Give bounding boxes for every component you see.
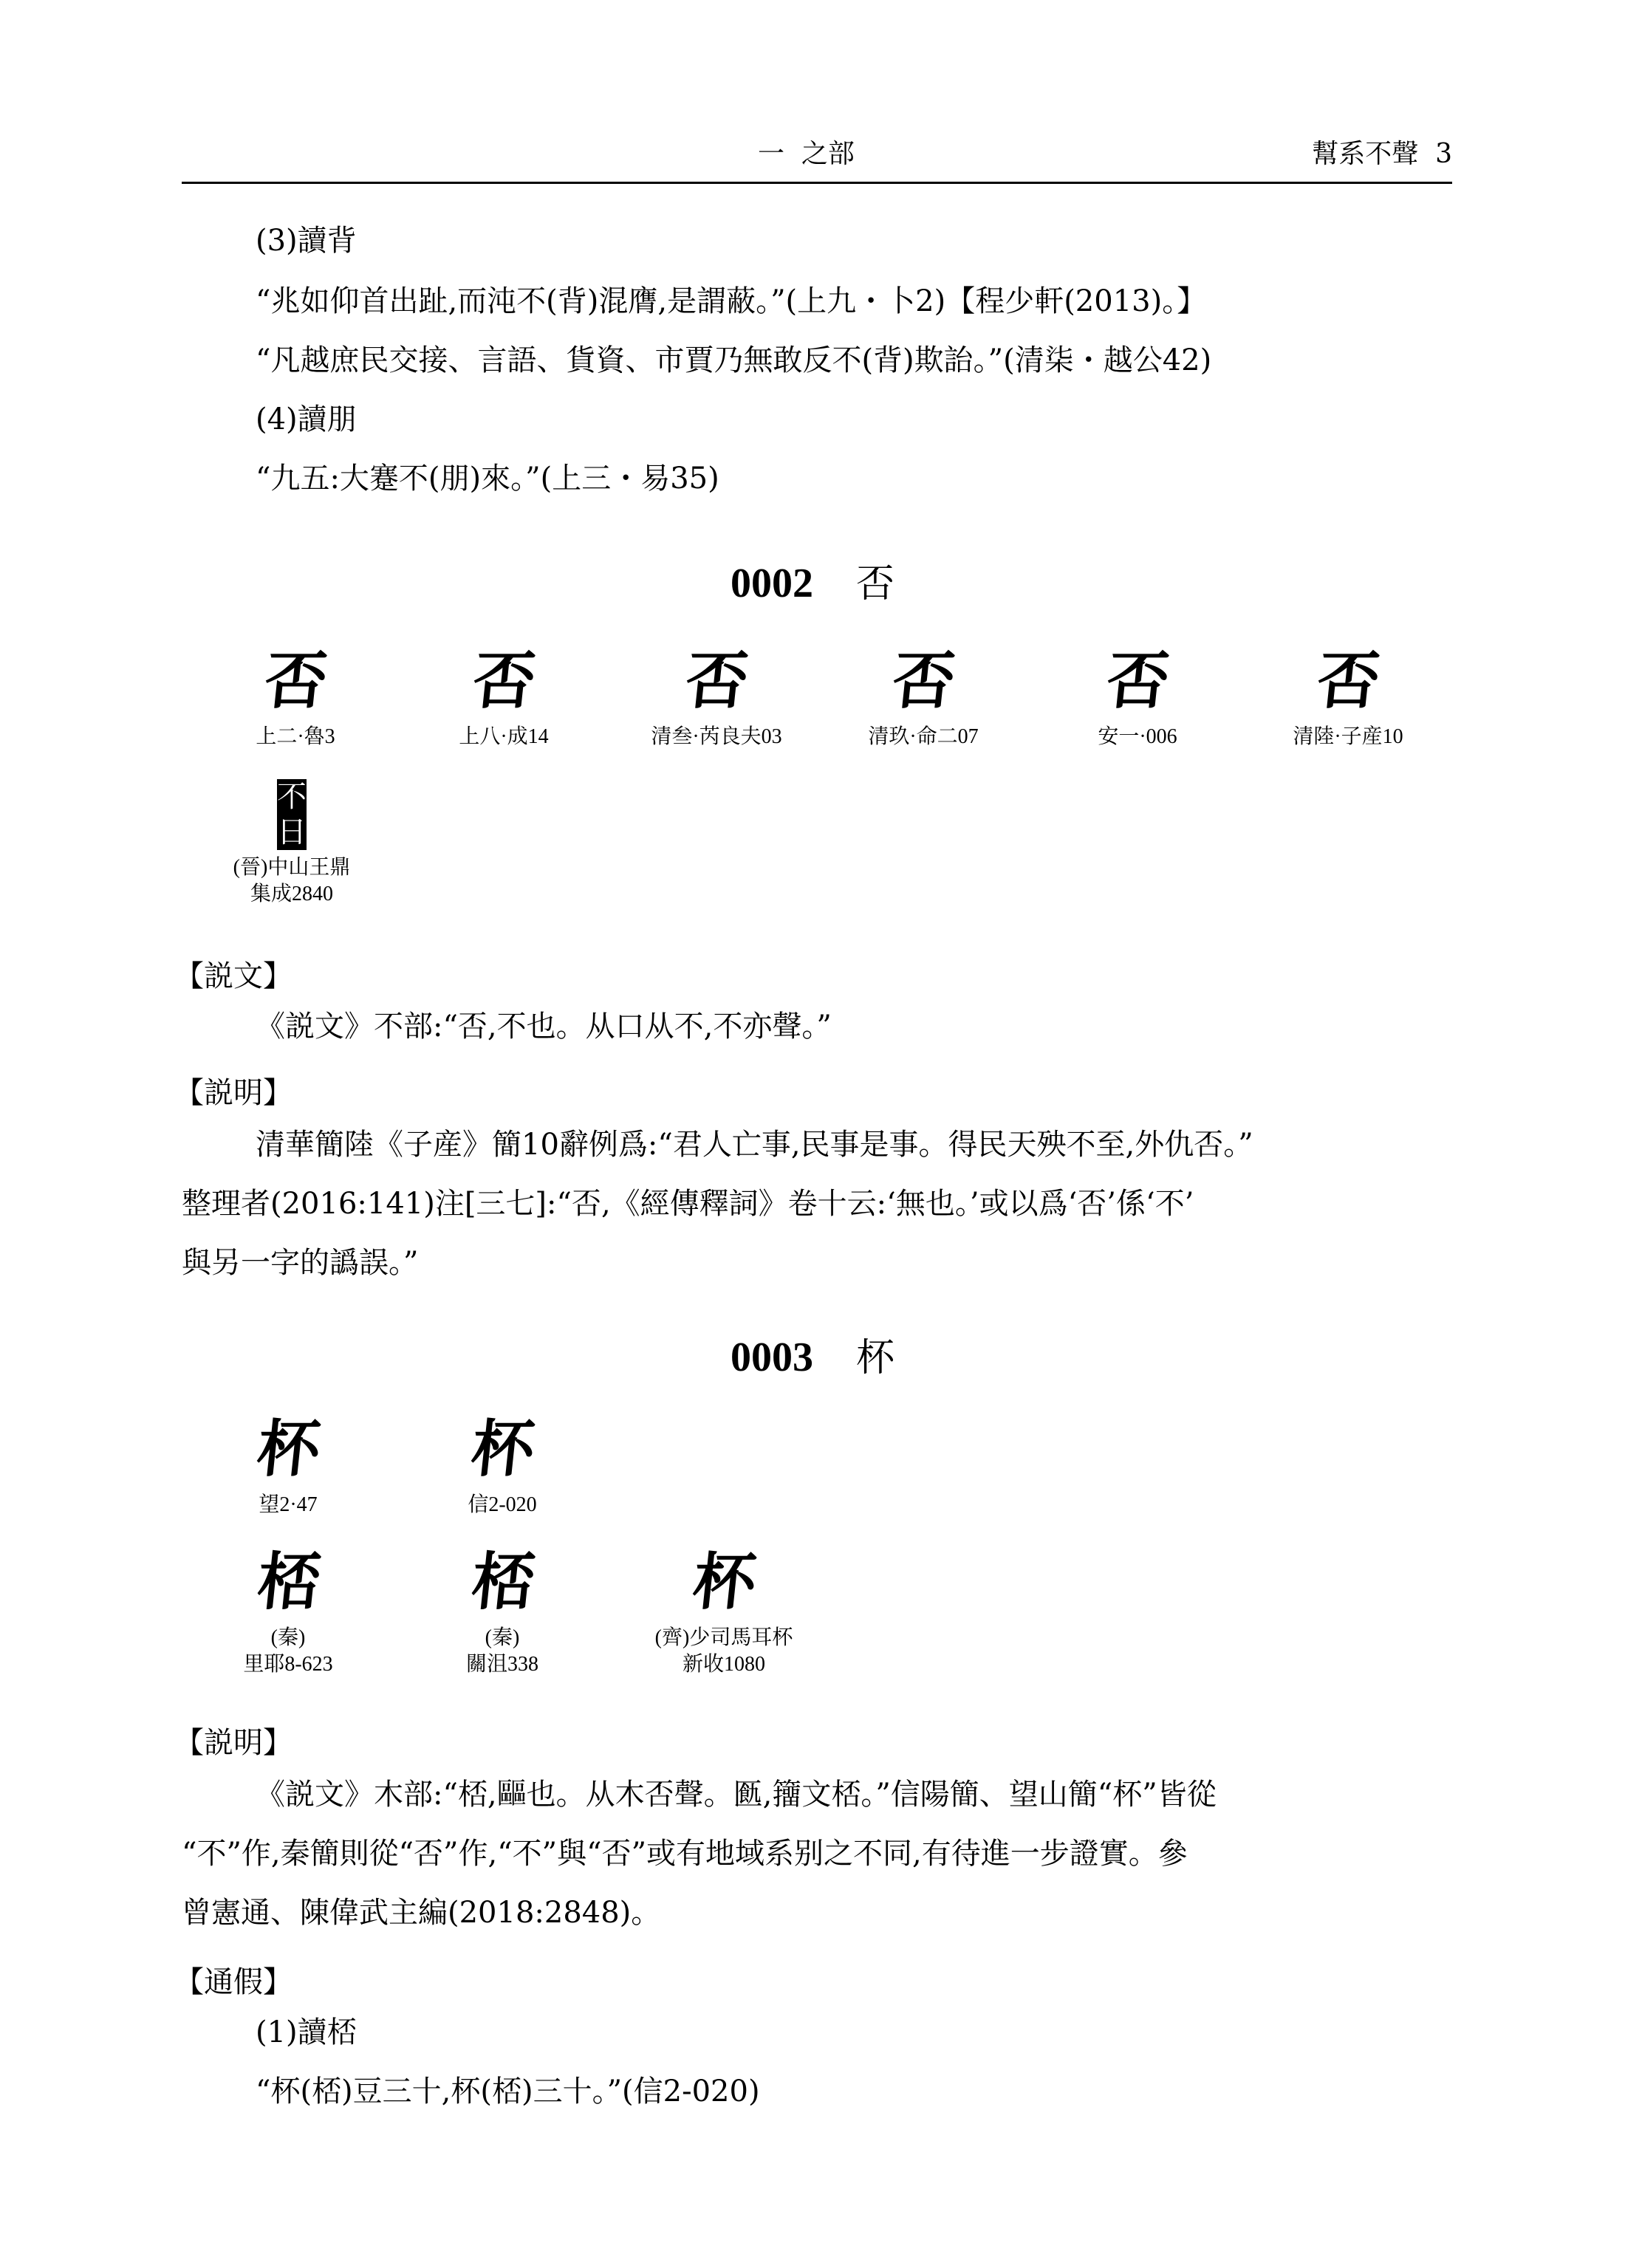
paragraph-line: “不”作,秦簡則從“否”作,“不”與“否”或有地域系别之不同,有待進一步證實。參 (182, 1837, 1188, 1871)
glyph-figure (214, 1412, 362, 1518)
glyph-caption: 上八·成14 (459, 725, 549, 748)
glyph-caption: 集成2840 (250, 883, 333, 905)
glyph-image: 否 (469, 644, 540, 717)
glyph-caption: (齊)少司馬耳杯 (654, 1626, 793, 1649)
header-rule (182, 182, 1452, 184)
glyph-figure (428, 1412, 576, 1518)
section-label: 【説文】 (174, 959, 292, 993)
example-line: “杯(桮)豆三十,杯(桮)三十。”(信2-020) (256, 2075, 760, 2108)
glyph-caption: (秦) (270, 1626, 306, 1649)
glyph-figure (1256, 644, 1440, 750)
header-page-info: 幫系不聲 3 (1312, 139, 1452, 169)
glyph-image: 杯 (689, 1545, 760, 1618)
glyph-image: 否 (1313, 644, 1384, 717)
entry-character: 否 (855, 562, 894, 606)
glyph-caption: 清叁·芮良夫03 (651, 725, 782, 748)
header-section-title: 一 之部 (758, 139, 855, 169)
entry-character: 杯 (855, 1336, 894, 1380)
paragraph-line: 《説文》不部:“否,不也。从口从不,不亦聲。” (256, 1010, 832, 1044)
glyph-caption: 安一·006 (1098, 725, 1177, 748)
paragraph-line: 整理者(2016:141)注[三七]:“否,《經傳釋詞》卷十云:‘無也。’或以爲‘否’係‘不’ (182, 1187, 1194, 1221)
entry-title (0, 563, 1625, 604)
glyph-figure (207, 1545, 369, 1678)
entry-number: 0003 (730, 1335, 813, 1380)
glyph-figure (199, 779, 384, 908)
glyph-figure (838, 644, 1008, 750)
paragraph-line: 曾憲通、陳偉武主編(2018:2848)。 (182, 1896, 661, 1930)
paragraph-line: 清華簡陸《子産》簡10辭例爲:“君人亡事,民事是事。得民天殃不至,外仇否。” (256, 1128, 1253, 1162)
glyph-image: 否 (1103, 644, 1174, 717)
glyph-caption: (晉)中山王鼎 (233, 856, 351, 879)
glyph-caption: 清陸·子産10 (1293, 725, 1403, 748)
glyph-image: 杯 (468, 1412, 538, 1485)
glyph-image: 否 (889, 644, 959, 717)
section-label: 【説明】 (174, 1076, 292, 1110)
glyph-image: 桮 (253, 1545, 324, 1618)
glyph-caption: 清玖·命二07 (868, 725, 979, 748)
glyph-image: 否 (261, 644, 332, 717)
entry-number: 0002 (730, 561, 813, 606)
glyph-figure (613, 1545, 835, 1678)
example-line: “凡越庶民交接、言語、貨資、市賈乃無敢反不(背)欺詒。”(清柒・越公42) (256, 343, 1212, 377)
glyph-caption: 關沮338 (465, 1653, 538, 1676)
glyph-caption: 上二·魯3 (256, 725, 335, 748)
glyph-image: 不日 (277, 780, 307, 849)
glyph-caption: 新收1080 (682, 1653, 765, 1676)
glyph-caption: 里耶8-623 (243, 1653, 333, 1676)
glyph-caption: 信2-020 (468, 1493, 537, 1516)
glyph-image: 桮 (468, 1545, 538, 1618)
glyph-figure (1064, 644, 1211, 750)
glyph-image: 否 (682, 644, 753, 717)
glyph-caption: (秦) (485, 1626, 520, 1649)
glyph-figure (421, 1545, 584, 1678)
subheading: (3)讀背 (256, 224, 357, 258)
running-header (182, 133, 1452, 182)
example-line: “九五:大蹇不(朋)來。”(上三・易35) (256, 462, 719, 496)
glyph-figure (430, 644, 578, 750)
paragraph-line: 與另一字的譌誤。” (182, 1246, 419, 1280)
glyph-caption: 望2·47 (259, 1493, 318, 1516)
section-label: 【説明】 (174, 1726, 292, 1760)
glyph-image: 杯 (253, 1412, 324, 1485)
glyph-figure (222, 644, 369, 750)
glyph-figure (620, 644, 812, 750)
paragraph-line: 《説文》木部:“桮,𠥺也。从木否聲。㔲,籒文桮。”信陽簡、望山簡“杯”皆從 (256, 1778, 1217, 1812)
subheading: (4)讀朋 (256, 402, 357, 436)
subheading: (1)讀桮 (256, 2015, 357, 2049)
section-label: 【通假】 (174, 1965, 292, 1999)
example-line: “兆如仰首出趾,而沌不(背)混膺,是謂蔽。”(上九・卜2)【程少軒(2013)。】 (256, 284, 1207, 318)
entry-title (0, 1337, 1625, 1378)
